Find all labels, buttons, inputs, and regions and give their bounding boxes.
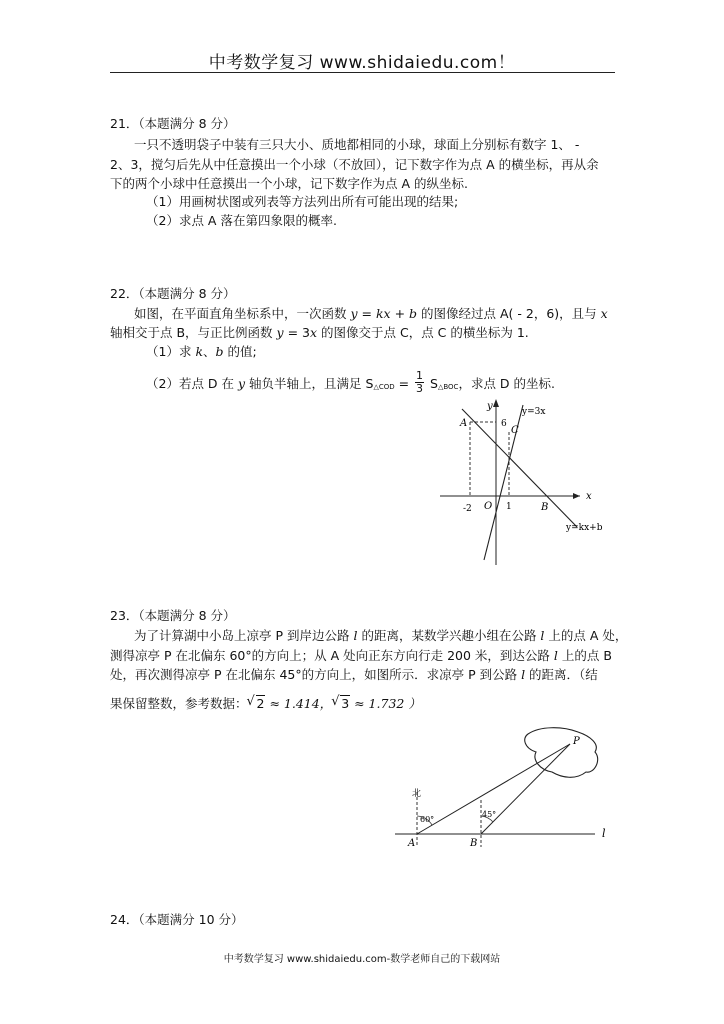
label-p: P bbox=[573, 736, 580, 747]
q23-approx: ≈ 1.732 ） bbox=[350, 696, 421, 711]
label-ykxb: y=kx+b bbox=[566, 523, 603, 533]
q22-text: = bbox=[394, 376, 414, 391]
q22-text: 轴相交于点 B，与正比例函数 bbox=[110, 325, 277, 340]
q22-heading: 22．（本题满分 8 分） bbox=[110, 286, 236, 301]
sqrt-2: √ 2 bbox=[256, 695, 266, 712]
q22-text: 的值; bbox=[223, 344, 257, 359]
q23-text: 的距离．（结 bbox=[525, 667, 598, 682]
q22-var: y bbox=[350, 306, 358, 321]
q23-line-4 bbox=[110, 695, 421, 712]
q23-heading: 23．（本题满分 8 分） bbox=[110, 608, 236, 623]
label-c: C bbox=[511, 425, 519, 436]
q22-var: x bbox=[600, 306, 608, 321]
label-b: B bbox=[470, 838, 478, 849]
q22-text: 的图像经过点 A( - 2，6)，且与 bbox=[417, 306, 601, 321]
label-x: x bbox=[586, 491, 592, 502]
q21-heading: 21．（本题满分 8 分） bbox=[110, 116, 236, 131]
label-a: A bbox=[460, 418, 468, 429]
q22-line-2 bbox=[110, 325, 529, 341]
q22-text: ，求点 D 的坐标. bbox=[458, 376, 555, 391]
q22-var: y bbox=[276, 325, 284, 340]
q22-var: b bbox=[409, 306, 418, 321]
label-neg2: -2 bbox=[463, 504, 472, 514]
q22-coordinate-figure bbox=[440, 395, 615, 570]
q21-item-2: （2）求点 A 落在第四象限的概率. bbox=[146, 213, 337, 228]
fraction-one-third bbox=[415, 370, 424, 395]
q23-var: l bbox=[353, 628, 358, 643]
line-y-kx-b bbox=[462, 409, 577, 527]
q23-text: 上的点 B bbox=[557, 648, 612, 663]
sqrt-3: √ 3 bbox=[340, 695, 350, 712]
label-1: 1 bbox=[506, 502, 512, 512]
q22-subscript: △COD bbox=[373, 383, 395, 391]
label-o: O bbox=[484, 501, 493, 512]
q22-var: y bbox=[238, 376, 246, 391]
q21-line-2: 2、3，搅匀后先从中任意摸出一个小球（不放回），记下数字作为点 A 的横坐标，再从余 bbox=[110, 157, 599, 172]
q22-text: （1）求 bbox=[146, 344, 196, 359]
q22-subscript: △BOC bbox=[437, 383, 459, 391]
q23-line-3 bbox=[110, 667, 598, 683]
q21-line-1: 一只不透明袋子中装有三只大小、质地都相同的小球，球面上分别标有数字 1、 - bbox=[134, 137, 580, 152]
label-60-degree: 60° bbox=[420, 815, 435, 824]
q23-text: 的距离，某数学兴趣小组在公路 bbox=[357, 628, 541, 643]
q22-text: = bbox=[357, 306, 376, 321]
q21-line-3: 下的两个小球中任意摸出一个小球，记下数字作为点 A 的纵坐标. bbox=[110, 176, 468, 191]
q24-heading: 24．（本题满分 10 分） bbox=[110, 912, 244, 927]
x-axis-arrow bbox=[573, 493, 580, 499]
q23-var: l bbox=[521, 667, 526, 682]
label-45-degree: 45° bbox=[482, 810, 497, 819]
q22-item-2 bbox=[146, 369, 555, 397]
q23-line-1 bbox=[134, 628, 627, 644]
q23-line-2 bbox=[110, 648, 612, 664]
page-header-title: 中考数学复习 www.shidaiedu.com！ bbox=[208, 53, 516, 73]
fraction-denominator: 3 bbox=[416, 382, 424, 395]
q22-text: 如图，在平面直角坐标系中，一次函数 bbox=[134, 306, 351, 321]
label-6: 6 bbox=[501, 419, 507, 429]
q23-text: 果保留整数，参考数据： bbox=[110, 696, 248, 711]
q22-item-1 bbox=[146, 344, 257, 360]
q21-item-1: （1）用画树状图或列表等方法列出所有可能出现的结果; bbox=[146, 194, 459, 209]
q23-var: l bbox=[553, 648, 558, 663]
label-a: A bbox=[408, 838, 416, 849]
header-rule bbox=[110, 72, 615, 73]
label-l: l bbox=[602, 827, 606, 840]
q22-text: = 3 bbox=[283, 325, 310, 340]
label-y3x: y=3x bbox=[522, 407, 546, 417]
q22-text: S bbox=[426, 376, 438, 391]
q22-text: 轴负半轴上，且满足 S bbox=[245, 376, 374, 391]
q22-line-1 bbox=[134, 306, 608, 322]
label-north: 北 bbox=[412, 789, 422, 799]
sight-line-a-p bbox=[417, 744, 570, 834]
q23-lake-figure bbox=[390, 722, 620, 857]
q23-text: 测得凉亭 P 在北偏东 60°的方向上；从 A 处向正东方向行走 200 米，到达公路 bbox=[110, 648, 554, 663]
label-b: B bbox=[541, 502, 549, 513]
page-footer: 中考数学复习 www.shidaiedu.com-数学老师自己的下载网站 bbox=[223, 954, 501, 965]
q22-text: 、 bbox=[203, 344, 216, 359]
q23-approx: ≈ 1.414， bbox=[265, 696, 333, 711]
label-y: y bbox=[487, 401, 493, 412]
y-axis-arrow bbox=[493, 399, 499, 407]
q22-text: + bbox=[390, 306, 410, 321]
q23-var: l bbox=[540, 628, 545, 643]
q22-var: kx bbox=[375, 306, 391, 321]
q23-text: 处，再次测得凉亭 P 在北偏东 45°的方向上，如图所示．求凉亭 P 到公路 bbox=[110, 667, 522, 682]
q22-var: x bbox=[309, 325, 318, 340]
q23-text: 上的点 A 处， bbox=[544, 628, 628, 643]
q22-text: 的图像交于点 C，点 C 的横坐标为 1. bbox=[317, 325, 529, 340]
q23-text: 为了计算湖中小岛上凉亭 P 到岸边公路 bbox=[134, 628, 354, 643]
fraction-numerator: 1 bbox=[416, 369, 424, 382]
q22-var: b bbox=[215, 344, 224, 359]
q22-text: （2）若点 D 在 bbox=[146, 376, 238, 391]
q22-var: k bbox=[195, 344, 204, 359]
